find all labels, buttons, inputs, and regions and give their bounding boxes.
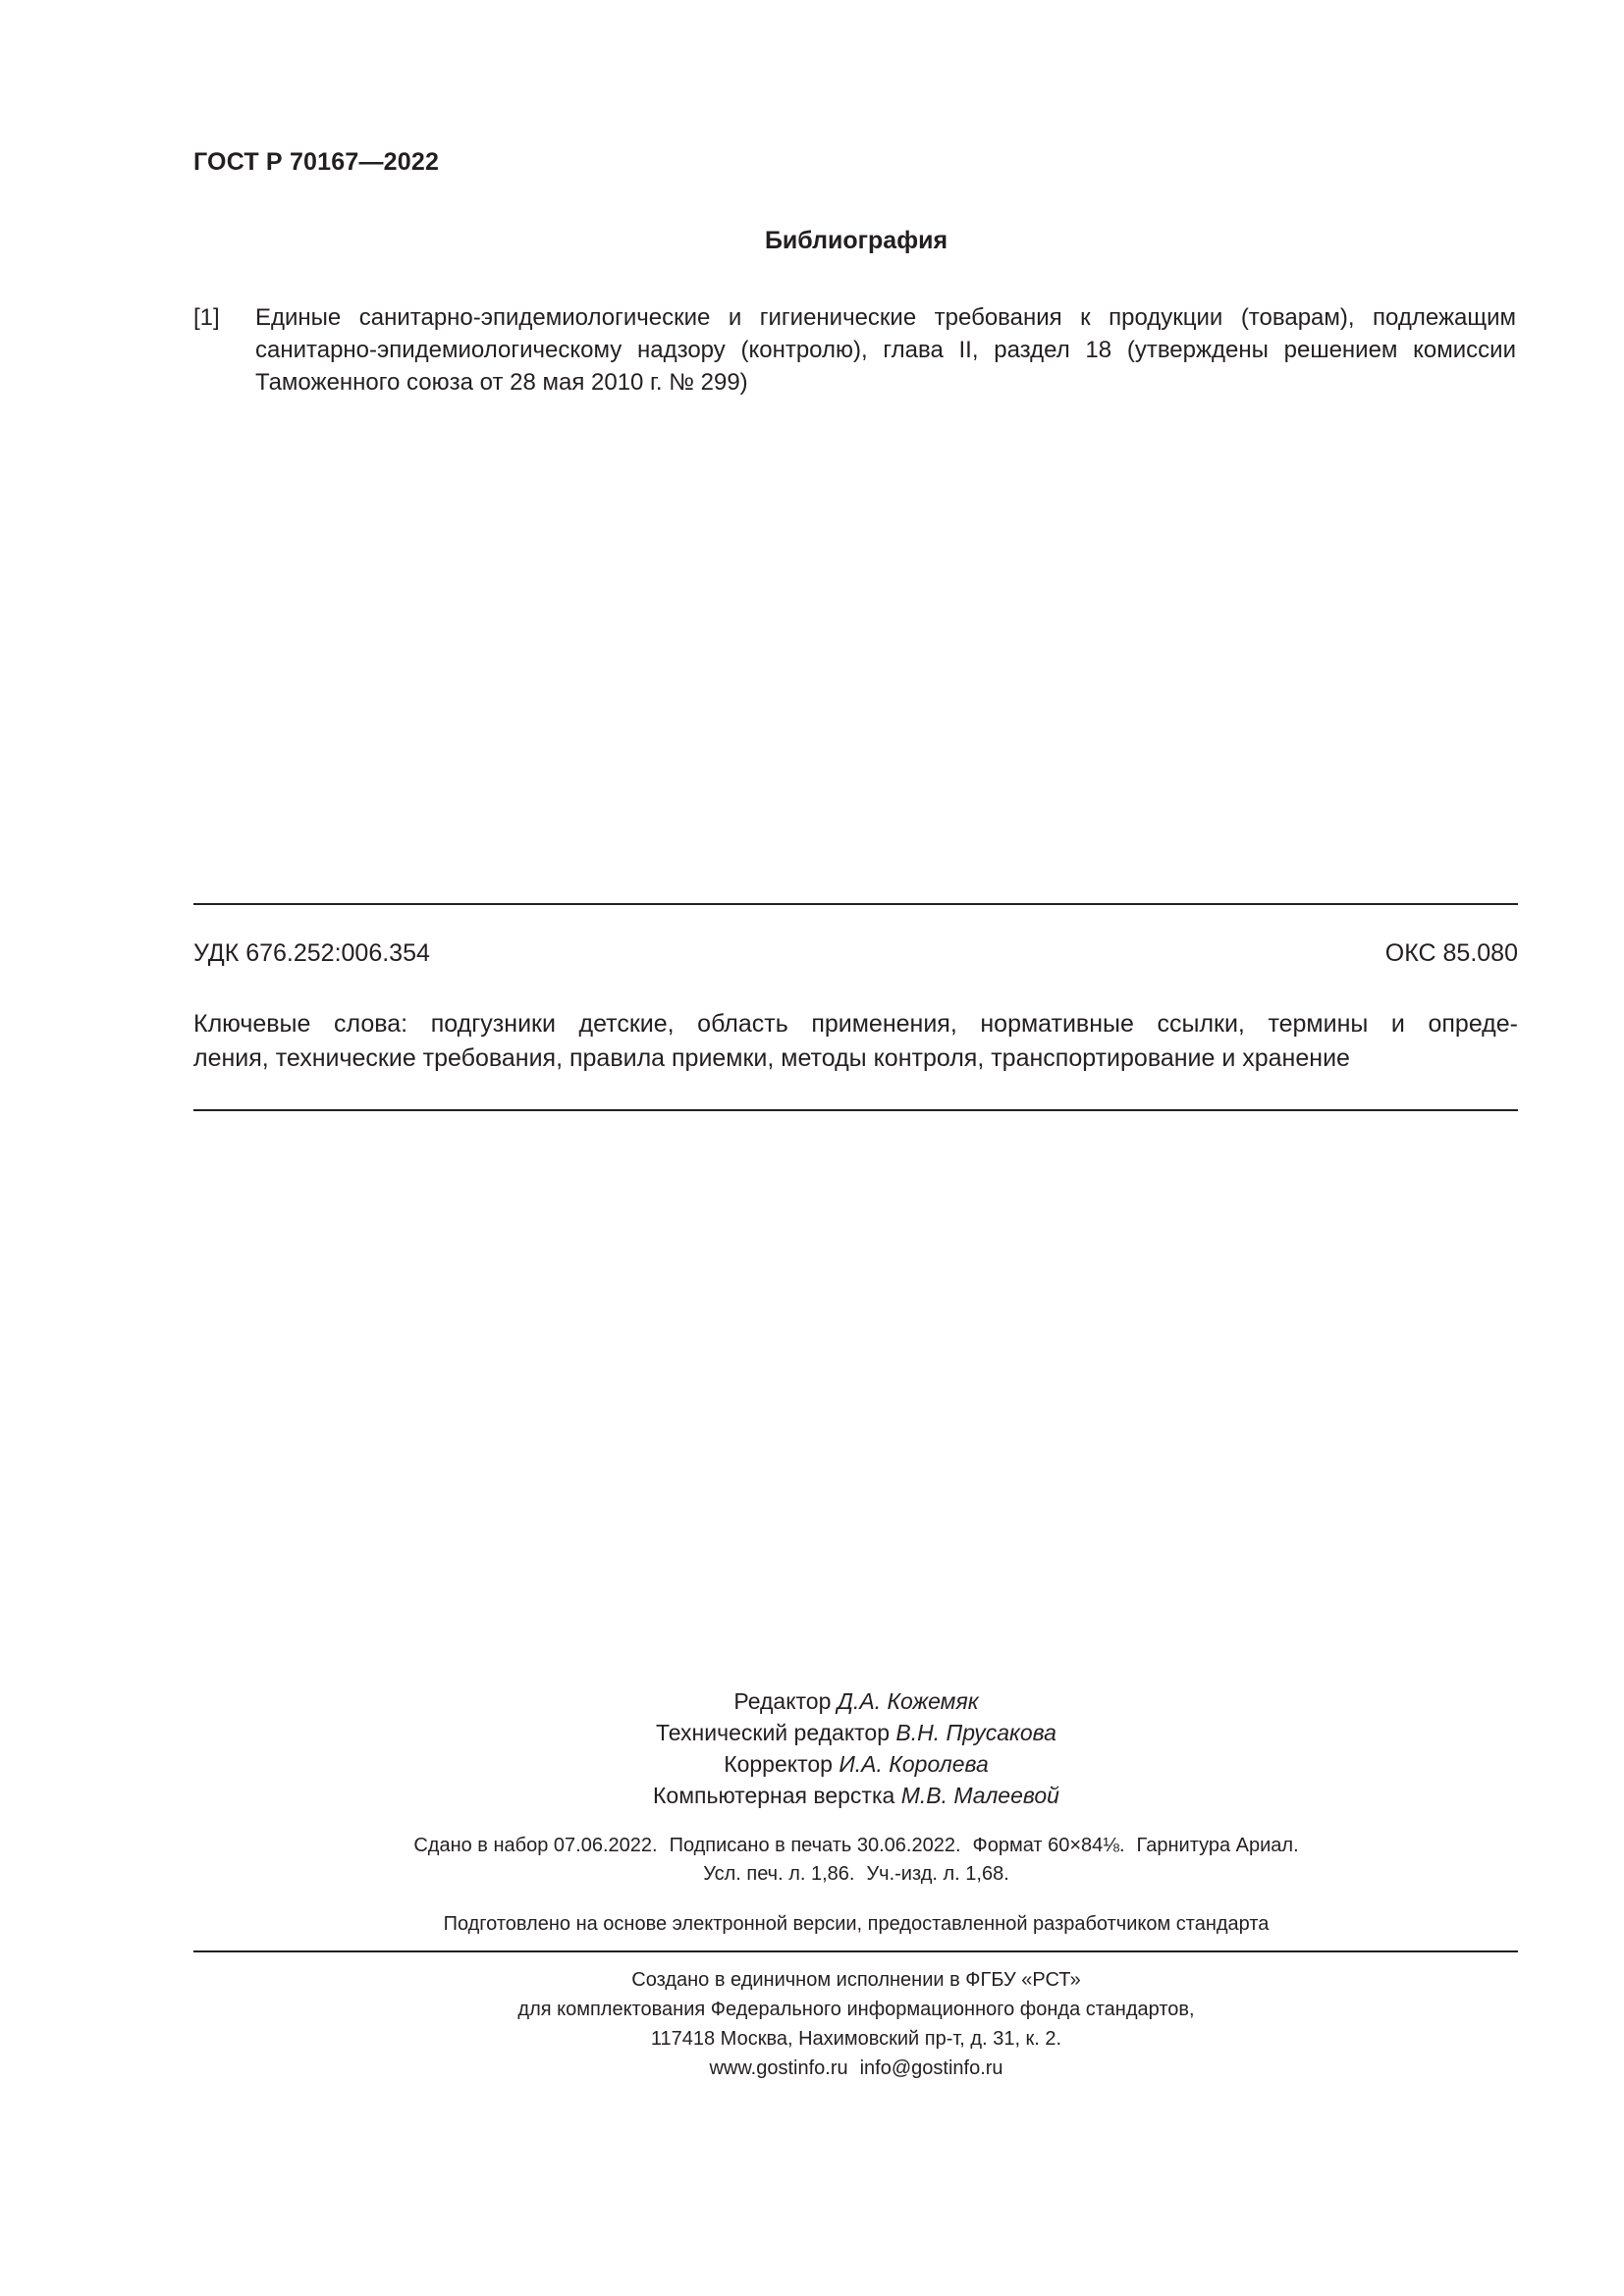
keywords-divider xyxy=(193,1109,1518,1111)
bottom-divider xyxy=(193,1950,1518,1952)
created-line-3: 117418 Москва, Нахимовский пр-т, д. 31, к. 2. xyxy=(650,2028,1062,2050)
imprint-signed: Подписано в печать 30.06.2022. xyxy=(669,1835,961,1856)
imprint-block xyxy=(0,1832,1624,1889)
credit-role: Редактор xyxy=(733,1688,832,1714)
imprint-print-sheets: Усл. печ. л. 1,86. xyxy=(703,1863,855,1885)
bibliography-item-text: Единые санитарно-эпидемиологические и гигиенические требования к продукции (товарам), подлежащим санитарно-эпидемиологическому надзору (контролю), глава II, раздел 18 (утверждены решением комиссии Таможенного союза от 28 мая 2010 г. № 299) xyxy=(255,304,1516,396)
keywords-block xyxy=(193,1007,1518,1076)
standard-code: ГОСТ Р 70167—2022 xyxy=(193,148,440,176)
imprint-edition-sheets: Уч.-изд. л. 1,68. xyxy=(866,1863,1009,1885)
credit-layout xyxy=(0,1780,1624,1811)
credit-person: М.В. Малеевой xyxy=(900,1783,1059,1808)
website-link[interactable]: www.gostinfo.ru xyxy=(709,2057,848,2079)
imprint-line-1 xyxy=(0,1832,1624,1860)
keywords-line-1: Ключевые слова: подгузники детские, область применения, нормативные ссылки, термины и опреде- xyxy=(193,1010,1518,1038)
bibliography-item-number: [1] xyxy=(193,304,220,331)
imprint-format: Формат 60×84⅛. xyxy=(972,1835,1125,1856)
credit-proofreader xyxy=(0,1748,1624,1780)
imprint-line-2 xyxy=(0,1860,1624,1889)
credits-block xyxy=(0,1685,1624,1811)
contacts-line xyxy=(0,2054,1624,2083)
credit-role: Технический редактор xyxy=(656,1720,891,1745)
created-line-2: для комплектования Федерального информационного фонда стандартов, xyxy=(517,1999,1195,2020)
created-block xyxy=(0,1965,1624,2083)
credit-person: В.Н. Прусакова xyxy=(895,1720,1056,1745)
keywords-line-2: ления, технические требования, правила приемки, методы контроля, транспортирование и хранение xyxy=(193,1044,1350,1072)
imprint-font: Гарнитура Ариал. xyxy=(1136,1835,1299,1856)
oks-code: ОКС 85.080 xyxy=(1384,939,1518,967)
credit-role: Компьютерная верстка xyxy=(653,1783,895,1808)
imprint-sent: Сдано в набор 07.06.2022. xyxy=(413,1835,658,1856)
created-line-1: Создано в единичном исполнении в ФГБУ «РСТ» xyxy=(631,1969,1081,1991)
udk-code: УДК 676.252:006.354 xyxy=(193,939,430,967)
bibliography-title: Библиография xyxy=(764,227,948,254)
credit-editor xyxy=(0,1685,1624,1717)
credit-role: Корректор xyxy=(724,1751,833,1777)
top-divider xyxy=(193,903,1518,905)
prepared-note: Подготовлено на основе электронной версии, предоставленной разработчиком стандарта xyxy=(443,1913,1270,1935)
credit-person: И.А. Королева xyxy=(839,1751,989,1777)
credit-person: Д.А. Кожемяк xyxy=(837,1688,979,1714)
credit-tech-editor xyxy=(0,1717,1624,1748)
email-link[interactable]: info@gostinfo.ru xyxy=(859,2057,1003,2079)
